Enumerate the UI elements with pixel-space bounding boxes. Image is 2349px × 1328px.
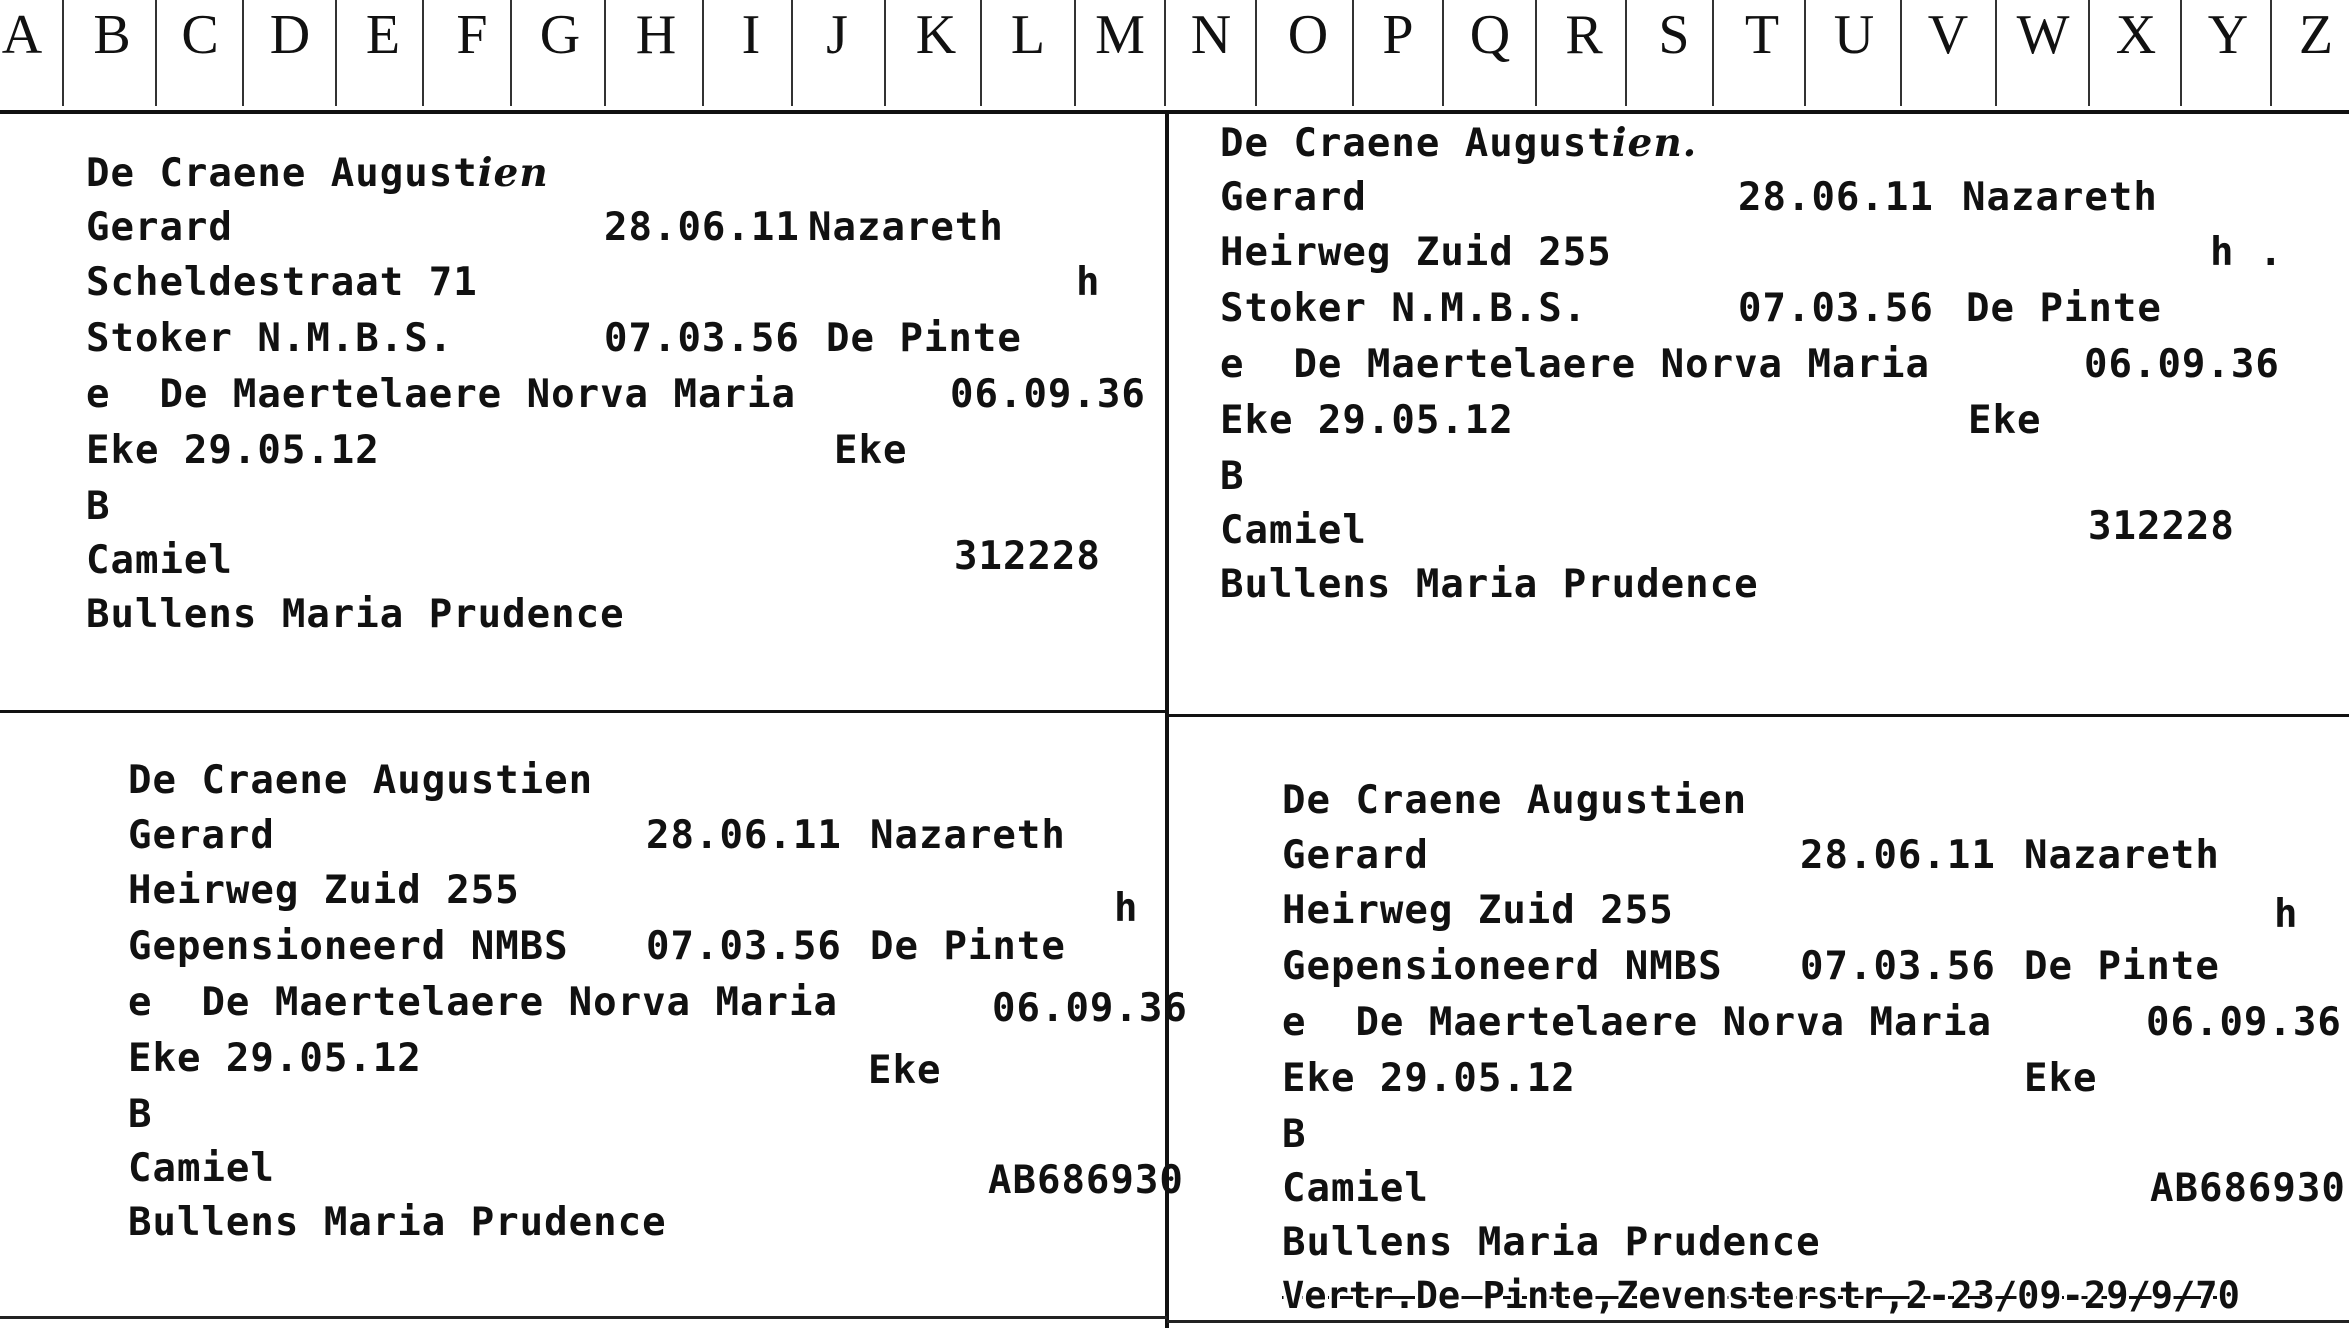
spouse-birth: Eke 29.05.12 [1282,1056,1576,1101]
code: B [1282,1112,1307,1157]
record-number: AB686930 [988,1158,1184,1203]
address: Heirweg Zuid 255 [128,868,520,913]
address: Scheldestraat 71 [86,260,478,305]
father: Camiel [1282,1166,1429,1211]
firstname: Gerard [128,813,275,858]
birth-date: 28.06.11 [604,205,800,250]
address: Heirweg Zuid 255 [1282,888,1674,933]
birth-date: 28.06.11 [646,813,842,858]
birth-place: Nazareth [808,205,1004,250]
firstname: Gerard [1220,175,1367,220]
occupation: Stoker N.M.B.S. [86,316,454,361]
occupation: Gepensioneerd NMBS [1282,944,1723,989]
index-letter: I [741,4,761,66]
birth-place: Nazareth [870,813,1066,858]
mother: Bullens Maria Prudence [86,592,625,637]
card-divider-vertical [1165,110,1169,1328]
status-mark: h [1076,260,1101,305]
index-divider [1804,0,1806,106]
spouse-line: e De Maertelaere Norva Maria [86,372,796,417]
index-letter: U [1833,4,1875,66]
spouse-line: e De Maertelaere Norva Maria [1220,342,1930,387]
surname-line [1220,120,1697,166]
index-divider [1712,0,1714,106]
index-divider [1625,0,1627,106]
status-mark: h [1114,886,1139,931]
place-2: De Pinte [870,924,1066,969]
spouse-birth: Eke 29.05.12 [128,1036,422,1081]
code: B [1220,454,1245,499]
card-border-bottom-left [0,1316,1167,1319]
index-letter: X [2115,4,2157,66]
date-2: 07.03.56 [646,924,842,969]
index-letter: K [915,4,957,66]
birth-place: Nazareth [1962,175,2158,220]
index-letter: C [181,4,219,66]
place-2: De Pinte [826,316,1022,361]
index-letter: Y [2207,4,2249,66]
mother: Bullens Maria Prudence [128,1200,667,1245]
index-divider [884,0,886,106]
surname-line [86,150,549,196]
index-letter: E [365,4,401,66]
index-divider [62,0,64,106]
index-letter: W [2016,4,2070,66]
place-2: De Pinte [1966,286,2162,331]
index-letter: D [269,4,311,66]
index-letter: M [1095,4,1145,66]
index-divider [510,0,512,106]
index-letter: R [1565,4,1603,66]
index-letter: F [456,4,488,66]
father: Camiel [86,538,233,583]
index-divider [604,0,606,106]
status-mark: h . [2210,230,2284,275]
date-2: 07.03.56 [604,316,800,361]
spouse-place: Eke [1968,398,2042,443]
mother: Bullens Maria Prudence [1282,1220,1821,1265]
occupation: Gepensioneerd NMBS [128,924,569,969]
record-card-3 [128,758,1188,1303]
spouse-birth: Eke 29.05.12 [86,428,380,473]
father: Camiel [1220,508,1367,553]
surname-typed: De Craene August [1220,121,1612,166]
index-letter: N [1190,4,1232,66]
birth-place: Nazareth [2024,833,2220,878]
birth-date: 28.06.11 [1738,175,1934,220]
spouse-line: e De Maertelaere Norva Maria [128,980,838,1025]
father: Camiel [128,1146,275,1191]
spouse-place: Eke [868,1048,942,1093]
index-divider [422,0,424,106]
index-divider [1255,0,1257,106]
index-letter: G [539,4,581,66]
surname: De Craene Augustien [128,758,594,803]
index-divider [702,0,704,106]
index-letter: S [1658,4,1690,66]
surname-handwritten: ien [477,150,549,196]
record-card-4 [1282,778,2346,1323]
firstname: Gerard [1282,833,1429,878]
index-letter: A [1,4,43,66]
place-2: De Pinte [2024,944,2220,989]
marriage-date: 06.09.36 [2146,1000,2342,1045]
index-divider [1535,0,1537,106]
record-number: 312228 [954,534,1101,579]
birth-date: 28.06.11 [1800,833,1996,878]
index-letter: H [635,4,677,66]
spouse-birth: Eke 29.05.12 [1220,398,1514,443]
mother: Bullens Maria Prudence [1220,562,1759,607]
marriage-date: 06.09.36 [992,986,1188,1031]
spouse-place: Eke [834,428,908,473]
record-number: 312228 [2088,504,2235,549]
date-2: 07.03.56 [1800,944,1996,989]
spouse-line: e De Maertelaere Norva Maria [1282,1000,1992,1045]
index-letter: Z [2298,4,2334,66]
index-letter: P [1382,4,1414,66]
firstname: Gerard [86,205,233,250]
surname: De Craene Augustien [1282,778,1748,823]
status-mark: h [2274,892,2299,937]
card-divider-horizontal-right [1167,714,2349,717]
date-2: 07.03.56 [1738,286,1934,331]
index-letter: B [93,4,131,66]
surname-typed: De Craene August [86,151,478,196]
address: Heirweg Zuid 255 [1220,230,1612,275]
code: B [128,1092,153,1137]
index-letter: Q [1469,4,1511,66]
code: B [86,484,111,529]
occupation: Stoker N.M.B.S. [1220,286,1588,331]
index-letter: T [1744,4,1780,66]
record-card-1 [86,150,1156,690]
card-divider-horizontal-left [0,710,1167,713]
index-letter: O [1287,4,1329,66]
surname-handwritten: ien. [1611,120,1698,166]
alphabet-index-strip [0,0,2349,114]
index-letter: J [826,4,848,66]
relocation-note: Vertr.De Pinte,Zevensterstr,2-23/09-29/9/70 [1282,1274,2240,1317]
index-letter: L [1010,4,1046,66]
spouse-place: Eke [2024,1056,2098,1101]
record-card-2 [1220,120,2330,680]
record-number: AB686930 [2150,1166,2346,1211]
index-letter: V [1927,4,1969,66]
marriage-date: 06.09.36 [950,372,1146,417]
marriage-date: 06.09.36 [2084,342,2280,387]
